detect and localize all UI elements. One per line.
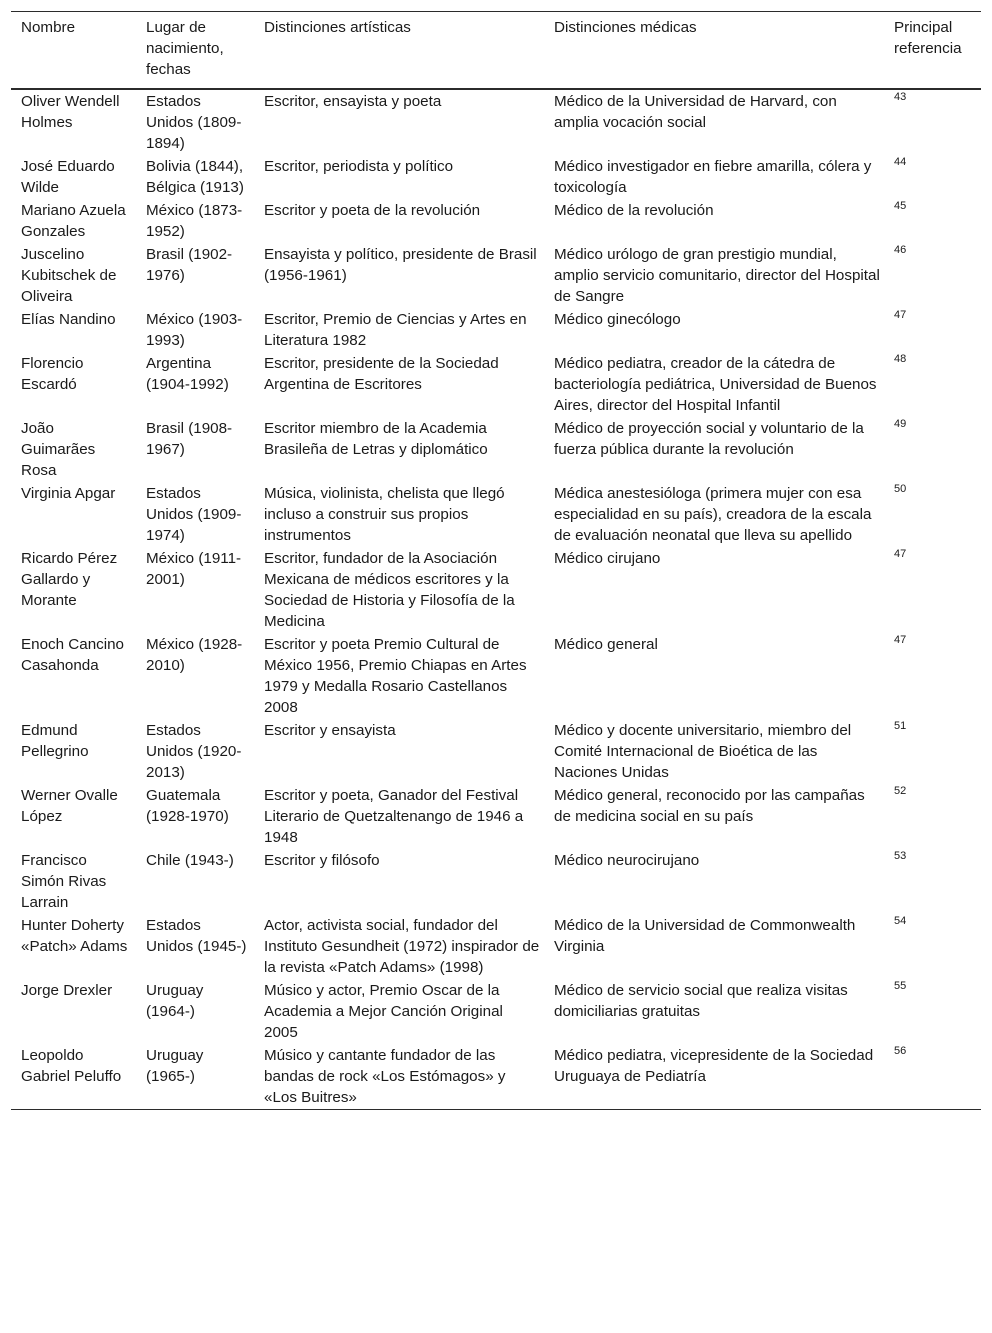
cell-medical: Médico de proyección social y voluntario de la fuerza pública durante la revolución [554, 420, 864, 458]
cell-artistic: Escritor, ensayista y poeta [264, 93, 442, 110]
header-artistic-distinctions: Distinciones artísticas [264, 19, 411, 36]
cell-medical: Médico general, reconocido por las campañas de medicina social en su país [554, 787, 865, 825]
cell-name: Edmund Pellegrino [21, 722, 89, 760]
cell-name: João Guimarães Rosa [21, 420, 96, 479]
cell-name: Ricardo Pérez Gallardo y Morante [21, 550, 118, 609]
cell-name: Francisco Simón Rivas Larrain [21, 852, 107, 911]
cell-birthplace: México (1903-1993) [146, 311, 243, 349]
cell-name: Virginia Apgar [21, 485, 116, 502]
cell-medical: Médico pediatra, vicepresidente de la Sociedad Uruguaya de Pediatría [554, 1047, 874, 1085]
table-row [11, 89, 981, 155]
cell-reference: 46 [894, 244, 907, 256]
cell-birthplace: Bolivia (1844), Bélgica (1913) [146, 158, 244, 196]
cell-medical: Médico de la Universidad de Harvard, con amplia vocación social [554, 93, 837, 131]
cell-birthplace: México (1873-1952) [146, 202, 243, 240]
cell-reference: 54 [894, 915, 907, 927]
physician-artists-table [11, 11, 981, 1110]
cell-reference: 52 [894, 785, 907, 797]
cell-name: Enoch Cancino Casahonda [21, 636, 125, 674]
cell-name: Oliver Wendell Holmes [21, 93, 120, 131]
table-row [11, 849, 981, 914]
cell-artistic: Escritor, presidente de la Sociedad Argentina de Escritores [264, 355, 499, 393]
cell-birthplace: Estados Unidos (1809-1894) [146, 93, 242, 152]
cell-reference: 56 [894, 1045, 907, 1057]
cell-birthplace: México (1911-2001) [146, 550, 242, 588]
cell-medical: Médico de servicio social que realiza visitas domiciliarias gratuitas [554, 982, 848, 1020]
cell-name: José Eduardo Wilde [21, 158, 115, 196]
cell-medical: Médico de la revolución [554, 202, 714, 219]
cell-medical: Médico general [554, 636, 658, 653]
cell-birthplace: Argentina (1904-1992) [146, 355, 229, 393]
cell-name: Hunter Doherty «Patch» Adams [21, 917, 128, 955]
cell-birthplace: Chile (1943-) [146, 852, 234, 869]
table-row [11, 243, 981, 308]
table-row [11, 784, 981, 849]
cell-name: Florencio Escardó [21, 355, 84, 393]
cell-name: Juscelino Kubitschek de Oliveira [21, 246, 117, 305]
cell-reference: 47 [894, 634, 907, 646]
cell-reference: 51 [894, 720, 907, 732]
cell-birthplace: Guatemala (1928-1970) [146, 787, 229, 825]
cell-name: Mariano Azuela Gonzales [21, 202, 126, 240]
cell-medical: Médica anestesióloga (primera mujer con esa especialidad en su país), creadora de la escala de evaluación neonatal que lleva su apellido [554, 485, 872, 544]
header-medical-distinctions: Distinciones médicas [554, 19, 697, 36]
cell-artistic: Escritor y poeta de la revolución [264, 202, 481, 219]
cell-medical: Médico y docente universitario, miembro del Comité Internacional de Bioética de las Naciones Unidas [554, 722, 852, 781]
cell-reference: 44 [894, 156, 907, 168]
cell-artistic: Actor, activista social, fundador del Instituto Gesundheit (1972) inspirador de la revista «Patch Adams» (1998) [264, 917, 540, 976]
table-row [11, 979, 981, 1044]
cell-reference: 43 [894, 91, 907, 103]
cell-medical: Médico urólogo de gran prestigio mundial, amplio servicio comunitario, director del Hospital de Sangre [554, 246, 880, 305]
cell-birthplace: Brasil (1908-1967) [146, 420, 233, 458]
header-main-reference: Principal referencia [894, 19, 962, 57]
cell-medical: Médico de la Universidad de Commonwealth Virginia [554, 917, 856, 955]
table-row [11, 1044, 981, 1110]
table-row [11, 482, 981, 547]
cell-reference: 48 [894, 353, 907, 365]
header-name: Nombre [21, 19, 76, 36]
cell-reference: 47 [894, 309, 907, 321]
cell-medical: Médico neurocirujano [554, 852, 700, 869]
cell-artistic: Músico y actor, Premio Oscar de la Academia a Mejor Canción Original 2005 [264, 982, 503, 1041]
table-row [11, 199, 981, 243]
cell-birthplace: Estados Unidos (1909-1974) [146, 485, 242, 544]
cell-name: Werner Ovalle López [21, 787, 118, 825]
cell-name: Jorge Drexler [21, 982, 113, 999]
table-row [11, 417, 981, 482]
table-row [11, 155, 981, 199]
cell-reference: 47 [894, 548, 907, 560]
cell-artistic: Escritor, periodista y político [264, 158, 454, 175]
header-birthplace: Lugar de nacimiento, fechas [146, 19, 224, 78]
cell-artistic: Escritor y poeta, Ganador del Festival Literario de Quetzaltenango de 1946 a 1948 [264, 787, 524, 846]
table-row [11, 308, 981, 352]
cell-reference: 50 [894, 483, 907, 495]
header-row [11, 12, 981, 90]
cell-artistic: Escritor, fundador de la Asociación Mexicana de médicos escritores y la Sociedad de Historia y Filosofía de la Medicina [264, 550, 515, 630]
cell-birthplace: Estados Unidos (1920-2013) [146, 722, 242, 781]
cell-reference: 45 [894, 200, 907, 212]
cell-artistic: Escritor, Premio de Ciencias y Artes en Literatura 1982 [264, 311, 527, 349]
cell-reference: 53 [894, 850, 907, 862]
cell-birthplace: Uruguay (1965-) [146, 1047, 204, 1085]
cell-medical: Médico cirujano [554, 550, 661, 567]
cell-birthplace: Uruguay (1964-) [146, 982, 204, 1020]
cell-medical: Médico ginecólogo [554, 311, 681, 328]
cell-artistic: Músico y cantante fundador de las bandas de rock «Los Estómagos» y «Los Buitres» [264, 1047, 506, 1106]
table-row [11, 547, 981, 633]
cell-name: Elías Nandino [21, 311, 116, 328]
cell-artistic: Ensayista y político, presidente de Brasil (1956-1961) [264, 246, 537, 284]
table-row [11, 719, 981, 784]
table-row [11, 914, 981, 979]
physician-artists-table-container [11, 11, 981, 1110]
cell-medical: Médico pediatra, creador de la cátedra de bacteriología pediátrica, Universidad de Buenos Aires, director del Hospital Infantil [554, 355, 877, 414]
cell-artistic: Escritor y filósofo [264, 852, 380, 869]
cell-artistic: Escritor y poeta Premio Cultural de México 1956, Premio Chiapas en Artes 1979 y Medalla Rosario Castellanos 2008 [264, 636, 527, 716]
table-body [11, 89, 981, 1110]
table-row [11, 352, 981, 417]
table-header [11, 12, 981, 90]
cell-reference: 49 [894, 418, 907, 430]
cell-artistic: Música, violinista, chelista que llegó incluso a construir sus propios instrumentos [264, 485, 505, 544]
cell-birthplace: Brasil (1902-1976) [146, 246, 233, 284]
table-row [11, 633, 981, 719]
cell-artistic: Escritor y ensayista [264, 722, 396, 739]
cell-name: Leopoldo Gabriel Peluffo [21, 1047, 122, 1085]
cell-birthplace: Estados Unidos (1945-) [146, 917, 247, 955]
cell-medical: Médico investigador en fiebre amarilla, cólera y toxicología [554, 158, 872, 196]
cell-birthplace: México (1928-2010) [146, 636, 243, 674]
cell-reference: 55 [894, 980, 907, 992]
cell-artistic: Escritor miembro de la Academia Brasileña de Letras y diplomático [264, 420, 488, 458]
